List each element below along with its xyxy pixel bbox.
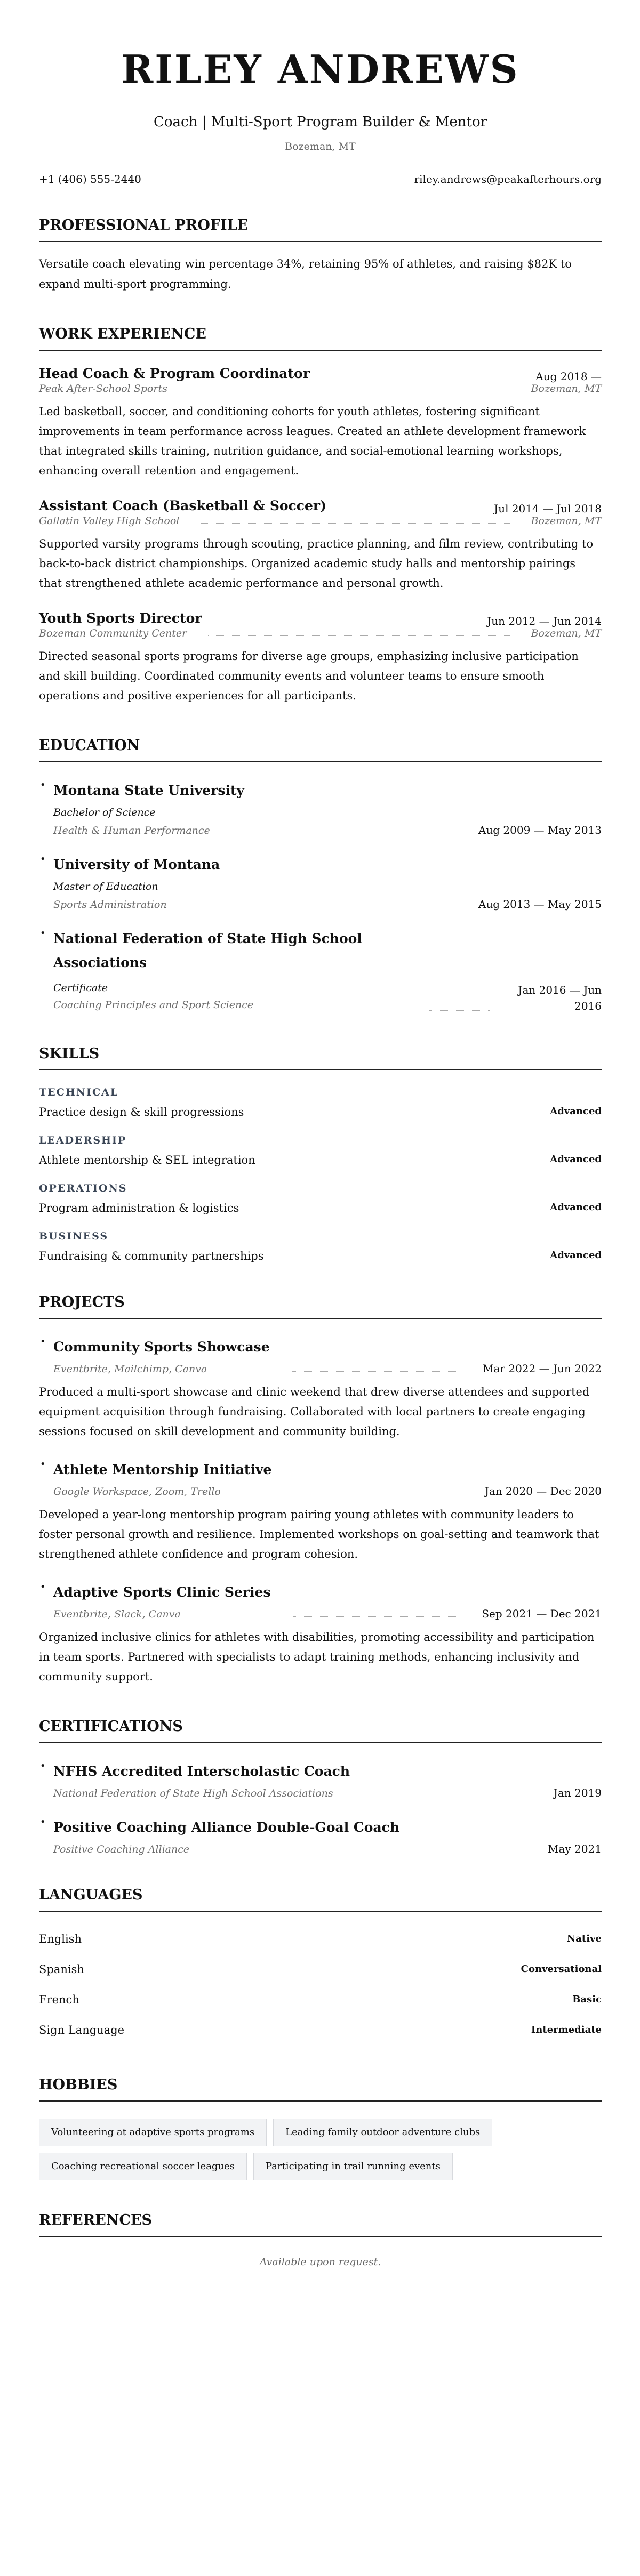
job-location: Bozeman, MT bbox=[531, 383, 602, 395]
education-entry bbox=[39, 852, 602, 911]
job-title: Youth Sports Director bbox=[39, 610, 202, 626]
skill-name: Program administration & logistics bbox=[39, 1202, 239, 1214]
project-description: Developed a year-long mentorship program pairing young athletes with community leaders to foster personal growth and resilience. Implemented workshops on goal-setting and teamwork that strengthened athlete confidence and program cohesion. bbox=[39, 1508, 599, 1560]
dotted-leader bbox=[435, 1851, 526, 1852]
education-dates: Jan 2016 — Jun 2016 bbox=[518, 984, 602, 1012]
education-entry bbox=[39, 927, 602, 1014]
certification-issuer: Positive Coaching Alliance bbox=[53, 1844, 190, 1855]
project-title: • Adaptive Sports Clinic Series bbox=[53, 1584, 271, 1600]
skill-group bbox=[39, 1086, 602, 1118]
contact-row bbox=[39, 173, 602, 186]
language-row bbox=[39, 1984, 602, 2015]
field-of-study: Health & Human Performance bbox=[53, 825, 210, 836]
dotted-leader bbox=[208, 635, 509, 636]
certification-title: • Positive Coaching Alliance Double-Goal Coach bbox=[53, 1820, 400, 1835]
job-dates: Aug 2018 — bbox=[535, 370, 602, 383]
hobbies-section bbox=[39, 2076, 602, 2180]
degree: Certificate bbox=[53, 982, 108, 994]
certification-date: Jan 2019 bbox=[553, 1786, 602, 1799]
language-name: Sign Language bbox=[39, 2023, 125, 2036]
resume-header bbox=[39, 47, 602, 152]
language-level: Native bbox=[566, 1933, 602, 1944]
section-heading: WORK EXPERIENCE bbox=[39, 325, 602, 351]
job-description: Supported varsity programs through scouting, practice planning, and film review, contributing to back-to-back district championships. Organized academic study halls and mentorship pairings that strengthened athlete academic performance and personal growth. bbox=[39, 537, 594, 590]
section-heading: HOBBIES bbox=[39, 2076, 602, 2102]
section-heading: REFERENCES bbox=[39, 2211, 602, 2237]
job-dates: Jun 2012 — Jun 2014 bbox=[487, 615, 602, 627]
language-name: French bbox=[39, 1993, 79, 2006]
job-title: Head Coach & Program Coordinator bbox=[39, 366, 310, 381]
school-name: • University of Montana bbox=[53, 857, 220, 872]
skill-group bbox=[39, 1230, 602, 1262]
dotted-leader bbox=[201, 523, 509, 524]
skill-group bbox=[39, 1134, 602, 1166]
field-of-study: Sports Administration bbox=[53, 899, 167, 911]
project-entry bbox=[39, 1458, 602, 1498]
experience-section bbox=[39, 325, 602, 706]
company: Gallatin Valley High School bbox=[39, 515, 180, 527]
skills-section bbox=[39, 1045, 602, 1262]
certification-entry bbox=[39, 1815, 602, 1855]
section-heading: LANGUAGES bbox=[39, 1886, 602, 1912]
section-heading: SKILLS bbox=[39, 1045, 602, 1070]
hobby-chip: Coaching recreational soccer leagues bbox=[39, 2153, 247, 2180]
skill-category: TECHNICAL bbox=[39, 1086, 119, 1098]
project-entry bbox=[39, 1335, 602, 1375]
project-dates: Jan 2020 — Dec 2020 bbox=[484, 1485, 602, 1498]
skill-level: Advanced bbox=[550, 1250, 602, 1261]
project-dates: Mar 2022 — Jun 2022 bbox=[483, 1362, 602, 1375]
tagline: Coach | Multi-Sport Program Builder & Mentor bbox=[153, 114, 487, 130]
project-title: • Athlete Mentorship Initiative bbox=[53, 1462, 272, 1477]
job-description: Led basketball, soccer, and conditioning cohorts for youth athletes, fostering significant improvements in team performance across leagues. Created an athlete development framework that integrated skills training, nutrition guidance, and social-emotional learning workshops, enhancing overall retention and engagement. bbox=[39, 405, 586, 477]
certifications-section bbox=[39, 1718, 602, 1855]
email-link[interactable]: riley.andrews@peakafterhours.org bbox=[414, 173, 602, 186]
hobby-chip: Volunteering at adaptive sports programs bbox=[39, 2119, 267, 2146]
profile-text: Versatile coach elevating win percentage 34%, retaining 95% of athletes, and raising $82K to expand multi-sport programming. bbox=[39, 257, 572, 291]
language-name: Spanish bbox=[39, 1962, 84, 1976]
job-entry bbox=[39, 497, 602, 593]
company: Peak After-School Sports bbox=[39, 383, 167, 395]
education-entry bbox=[39, 778, 602, 836]
skill-level: Advanced bbox=[550, 1202, 602, 1213]
languages-section bbox=[39, 1886, 602, 2045]
certification-entry bbox=[39, 1759, 602, 1799]
project-entry bbox=[39, 1580, 602, 1620]
skill-name: Practice design & skill progressions bbox=[39, 1106, 244, 1118]
degree: Bachelor of Science bbox=[53, 807, 156, 818]
project-tools: Google Workspace, Zoom, Trello bbox=[53, 1486, 221, 1498]
language-name: English bbox=[39, 1932, 82, 1945]
skill-level: Advanced bbox=[550, 1154, 602, 1165]
section-heading: PROJECTS bbox=[39, 1293, 602, 1319]
language-level: Conversational bbox=[521, 1963, 602, 1975]
language-row bbox=[39, 1954, 602, 1984]
language-level: Intermediate bbox=[531, 2024, 602, 2035]
project-dates: Sep 2021 — Dec 2021 bbox=[482, 1607, 602, 1620]
profile-section bbox=[39, 216, 602, 294]
degree: Master of Education bbox=[53, 881, 158, 892]
certification-date: May 2021 bbox=[548, 1842, 602, 1855]
dotted-leader bbox=[429, 1010, 490, 1011]
project-title: • Community Sports Showcase bbox=[53, 1339, 270, 1355]
job-entry bbox=[39, 609, 602, 706]
section-heading: CERTIFICATIONS bbox=[39, 1718, 602, 1743]
references-section bbox=[39, 2211, 602, 2268]
job-location: Bozeman, MT bbox=[531, 515, 602, 527]
language-row bbox=[39, 2015, 602, 2045]
skill-category: BUSINESS bbox=[39, 1230, 109, 1242]
education-dates: Aug 2013 — May 2015 bbox=[478, 898, 602, 911]
company: Bozeman Community Center bbox=[39, 627, 187, 639]
skill-category: LEADERSHIP bbox=[39, 1134, 127, 1146]
hobby-chip: Participating in trail running events bbox=[253, 2153, 453, 2180]
candidate-name: RILEY ANDREWS bbox=[121, 46, 519, 92]
skill-group bbox=[39, 1182, 602, 1214]
skill-category: OPERATIONS bbox=[39, 1182, 127, 1194]
project-tools: Eventbrite, Slack, Canva bbox=[53, 1608, 181, 1620]
language-level: Basic bbox=[572, 1994, 602, 2005]
skill-level: Advanced bbox=[550, 1106, 602, 1117]
education-section bbox=[39, 737, 602, 1014]
certification-title: • NFHS Accredited Interscholastic Coach bbox=[53, 1764, 350, 1779]
job-location: Bozeman, MT bbox=[531, 627, 602, 639]
education-dates: Aug 2009 — May 2013 bbox=[478, 824, 602, 836]
skill-name: Fundraising & community partnerships bbox=[39, 1250, 264, 1262]
location: Bozeman, MT bbox=[285, 141, 356, 152]
hobby-list bbox=[39, 2119, 572, 2180]
job-dates: Jul 2014 — Jul 2018 bbox=[494, 502, 602, 515]
dotted-leader bbox=[292, 1371, 461, 1372]
project-tools: Eventbrite, Mailchimp, Canva bbox=[53, 1363, 207, 1375]
field-of-study: Coaching Principles and Sport Science bbox=[53, 999, 254, 1011]
skill-name: Athlete mentorship & SEL integration bbox=[39, 1154, 255, 1166]
dotted-leader bbox=[293, 1616, 461, 1617]
phone: +1 (406) 555-2440 bbox=[39, 173, 141, 186]
references-note: Available upon request. bbox=[259, 2256, 381, 2268]
section-heading: PROFESSIONAL PROFILE bbox=[39, 216, 602, 242]
project-description: Organized inclusive clinics for athletes with disabilities, promoting accessibility and participation in team sports. Partnered with specialists to adapt training methods, enhancing inclusivity and community support. bbox=[39, 1631, 595, 1683]
section-heading: EDUCATION bbox=[39, 737, 602, 762]
job-title: Assistant Coach (Basketball & Soccer) bbox=[39, 498, 326, 513]
job-entry bbox=[39, 365, 602, 481]
project-description: Produced a multi-sport showcase and clinic weekend that drew diverse attendees and supported equipment acquisition through fundraising. Collaborated with local partners to create engaging sessions focused on skill development and community building. bbox=[39, 1386, 590, 1438]
school-name: • National Federation of State High School Associations bbox=[53, 931, 362, 970]
school-name: • Montana State University bbox=[53, 783, 245, 798]
hobby-chip: Leading family outdoor adventure clubs bbox=[273, 2119, 492, 2146]
language-row bbox=[39, 1923, 602, 1954]
certification-issuer: National Federation of State High School Associations bbox=[53, 1788, 333, 1799]
job-description: Directed seasonal sports programs for diverse age groups, emphasizing inclusive participation and skill building. Coordinated community events and volunteer teams to ensure smooth operations and positive experiences for all participants. bbox=[39, 650, 579, 702]
projects-section bbox=[39, 1293, 602, 1687]
